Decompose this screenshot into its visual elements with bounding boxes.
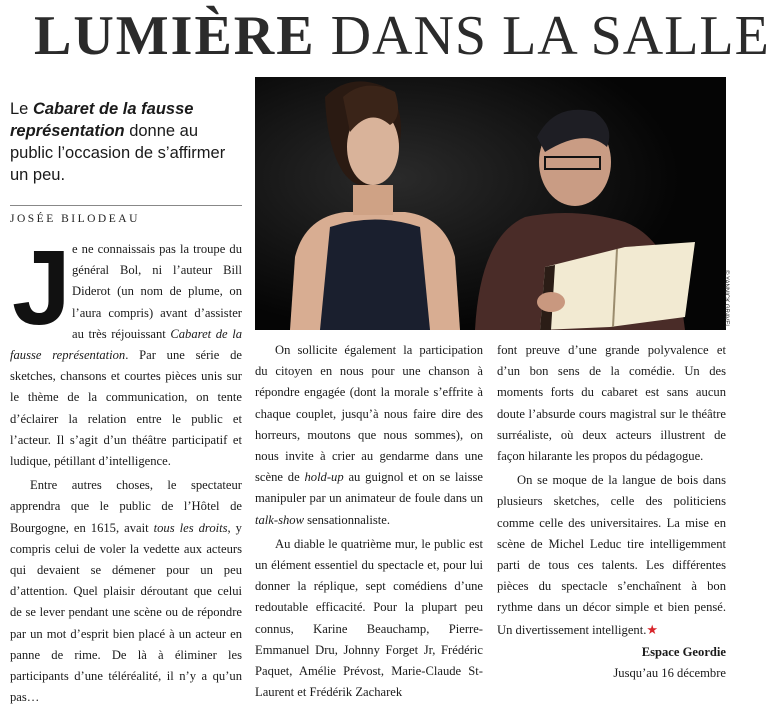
text-run: sensationnaliste. [303,512,391,527]
article-column-3 [497,340,726,684]
deck-after: donne au public l’occasion de s’affirmer un peu. [10,122,226,184]
paragraph [10,229,243,472]
byline: JOSÉE BILODEAU [10,213,140,225]
paragraph [497,340,726,467]
headline [34,4,770,68]
run-dates: Jusqu’au 16 décembre [613,666,726,681]
text-run: . Par une série de sketches, chansons et courtes pièces unis sur le thème de la communication, on tente d’éclairer la relation entre le public et l’acteur. Il s’agit d’un théâtre participatif et ludique, pétillant d’intelligence. [10,348,242,469]
text-run: , y compris celui de voler la vedette aux acteurs qui devaient se démener pour un peu d’attention. Quel plaisir déroutant que celui de se lever pendant une scène ou de répondre par un mot d’esprit bien placé à un acteur en panne de rime. De là à éliminer les participants d’une téléréalité, il n’y a qu’un pas… [10,520,242,705]
text-run: font preuve d’une grande polyvalence et d’un bon sens de la comédie. Un des moments forts du cabaret est sans aucun doute l’absurde cours magistral sur le théâtre surréaliste, où deux acteurs illustrent de façon hilarante les propos du pédagogue. [497,343,726,464]
deck-before: Le [10,100,33,118]
emphasis: talk-show [255,512,304,527]
text-run: e ne connaissais pas la troupe du général Bol, ni l’auteur Bill Diderot (un nom de plume, on l’aura compris) avant d’assister au très réjouissant [72,242,242,341]
byline-rule [10,205,242,206]
text-run: au guignol et on se laisse manipuler par un animateur de foule dans un [255,470,483,506]
headline-light: DANS LA SALLE [330,5,770,67]
text-run: Au diable le quatrième mur, le public est un élément essentiel du spectacle et, pour lui donner la réplique, sept comédiens d’une redoutable efficacité. Pour la plupart peu connus, Karine Beauchamp, Pierre-Emmanuel Dru, Johnny Forget Jr, Frédéric Paquet, Amélie Prévost, Marie-Claude St-Laurent et Frédérik Zacharek [255,536,483,700]
drop-cap-space [10,239,72,327]
paragraph [10,475,242,708]
paragraph [255,340,483,531]
stage-photo-illustration [255,77,726,330]
emphasis: hold-up [304,470,344,485]
text-run: Entre autres choses, le spectateur apprendra que le public de l’Hôtel de Bourgogne, en 1615, avait [10,478,242,535]
article-column-1 [10,229,243,708]
deck [10,98,242,186]
stage-photo [255,77,726,330]
drop-cap: J [12,229,71,347]
deck-title: Cabaret de la fausse représentation [10,100,194,140]
headline-bold: LUMIÈRE [34,5,316,67]
paragraph [255,534,483,704]
signoff [497,642,726,684]
venue: Espace Geordie [641,644,726,659]
show-title: Cabaret de la fausse représentation [10,326,243,363]
text-run: On sollicite également la participation du citoyen en nous pour une chanson à répondre engagée (dont la morale s’effrite à chaque couplet, jusqu’à nous faire dire des horreurs, moutons que nous sommes), on nous invite à crier au gendarme dans une scène de [255,343,483,485]
article-column-2 [255,340,483,703]
emphasis: tous les droits [153,520,228,535]
text-run: On se moque de la langue de bois dans plusieurs sketches, celle des politiciens comme celle des universitaires. La mise en scène de Michel Leduc tire intelligemment parti de tous ces talents. Les différentes pièces du spectacle s’enchaînent à bon rythme dans un décor simple et bien pensé. Un divertissement intelligent. [497,473,726,637]
end-star-icon: ★ [646,621,659,637]
photo-credit: © YANNICK GRAVEL [723,270,729,328]
paragraph [497,470,726,641]
